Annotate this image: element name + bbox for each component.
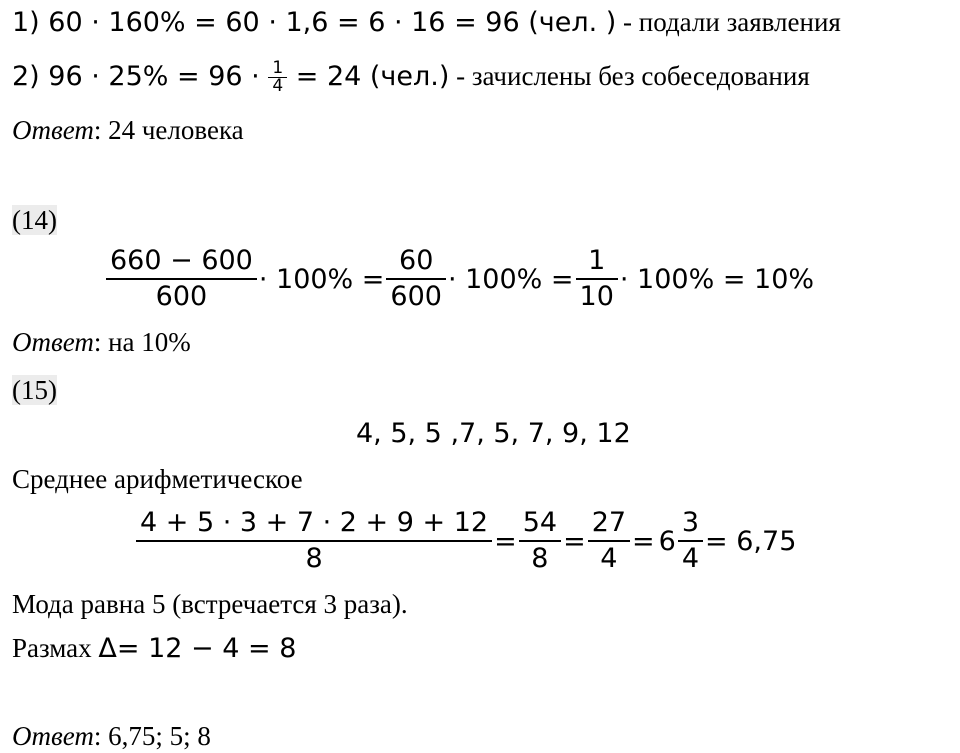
step-1-expression: 1) 60 · 160% = 60 · 1,6 = 6 · 16 = 96 (чел. )	[12, 7, 617, 38]
fraction-4: $\frac{3}{4}$	[678, 506, 703, 576]
mixed-whole: 6	[658, 525, 676, 557]
range-line: Размах Δ= 12 − 4 = 8	[12, 633, 297, 664]
step-2-expression-start: 2) 96 · 25% = 96 ·	[12, 61, 260, 92]
fraction-3: $\frac{27}{4}$	[588, 506, 630, 576]
mean-equation: $\frac{4 + 5 \cdot 3 + 7 \cdot 2 + 9 + 12}{8}$ = $\frac{54}{8}$ = $\frac{27}{4}$ = 6 $\frac{3}{4}$ = 6,75	[136, 506, 798, 576]
answer-line: Ответ: 6,75; 5; 8	[12, 721, 211, 751]
step-2-expression-end: = 24 (чел.)	[295, 61, 450, 92]
answer-label: Ответ	[12, 115, 94, 145]
fraction-1: $\frac{660 - 600}{600}$	[106, 244, 257, 314]
problem-number: (14)	[12, 205, 57, 235]
fraction-2: $\frac{54}{8}$	[519, 506, 561, 576]
answer-value: : 24 человека	[93, 115, 244, 145]
step-2-note: - зачислены без собеседования	[449, 61, 810, 91]
step-1-note: - подали заявления	[616, 7, 841, 37]
solution-step-2	[12, 56, 810, 97]
problem-number: (15)	[12, 375, 57, 405]
mode-line: Мода равна 5 (встречается 3 раза).	[12, 589, 408, 619]
solution-step-1	[12, 6, 841, 39]
fraction-denominator: 4	[272, 76, 284, 96]
fraction-3: $\frac{1}{10}$	[576, 244, 618, 314]
number-series: 4, 5, 5 ,7, 5, 7, 9, 12	[356, 418, 631, 449]
fraction-1: $\frac{4 + 5 \cdot 3 + 7 \cdot 2 + 9 + 12}{8}$	[136, 506, 492, 576]
step-2-fraction	[268, 60, 287, 95]
fraction-2: $\frac{60}{600}$	[386, 244, 446, 314]
answer-line: Ответ: на 10%	[12, 327, 191, 357]
answer-line	[12, 114, 244, 146]
problem-14-equation: $\frac{660 - 600}{600}$ · 100% = $\frac{60}{600}$ · 100% = $\frac{1}{10}$ · 100% = 10%	[106, 244, 816, 314]
mean-label: Среднее арифметическое	[12, 464, 303, 494]
fraction-numerator: 1	[268, 60, 287, 78]
